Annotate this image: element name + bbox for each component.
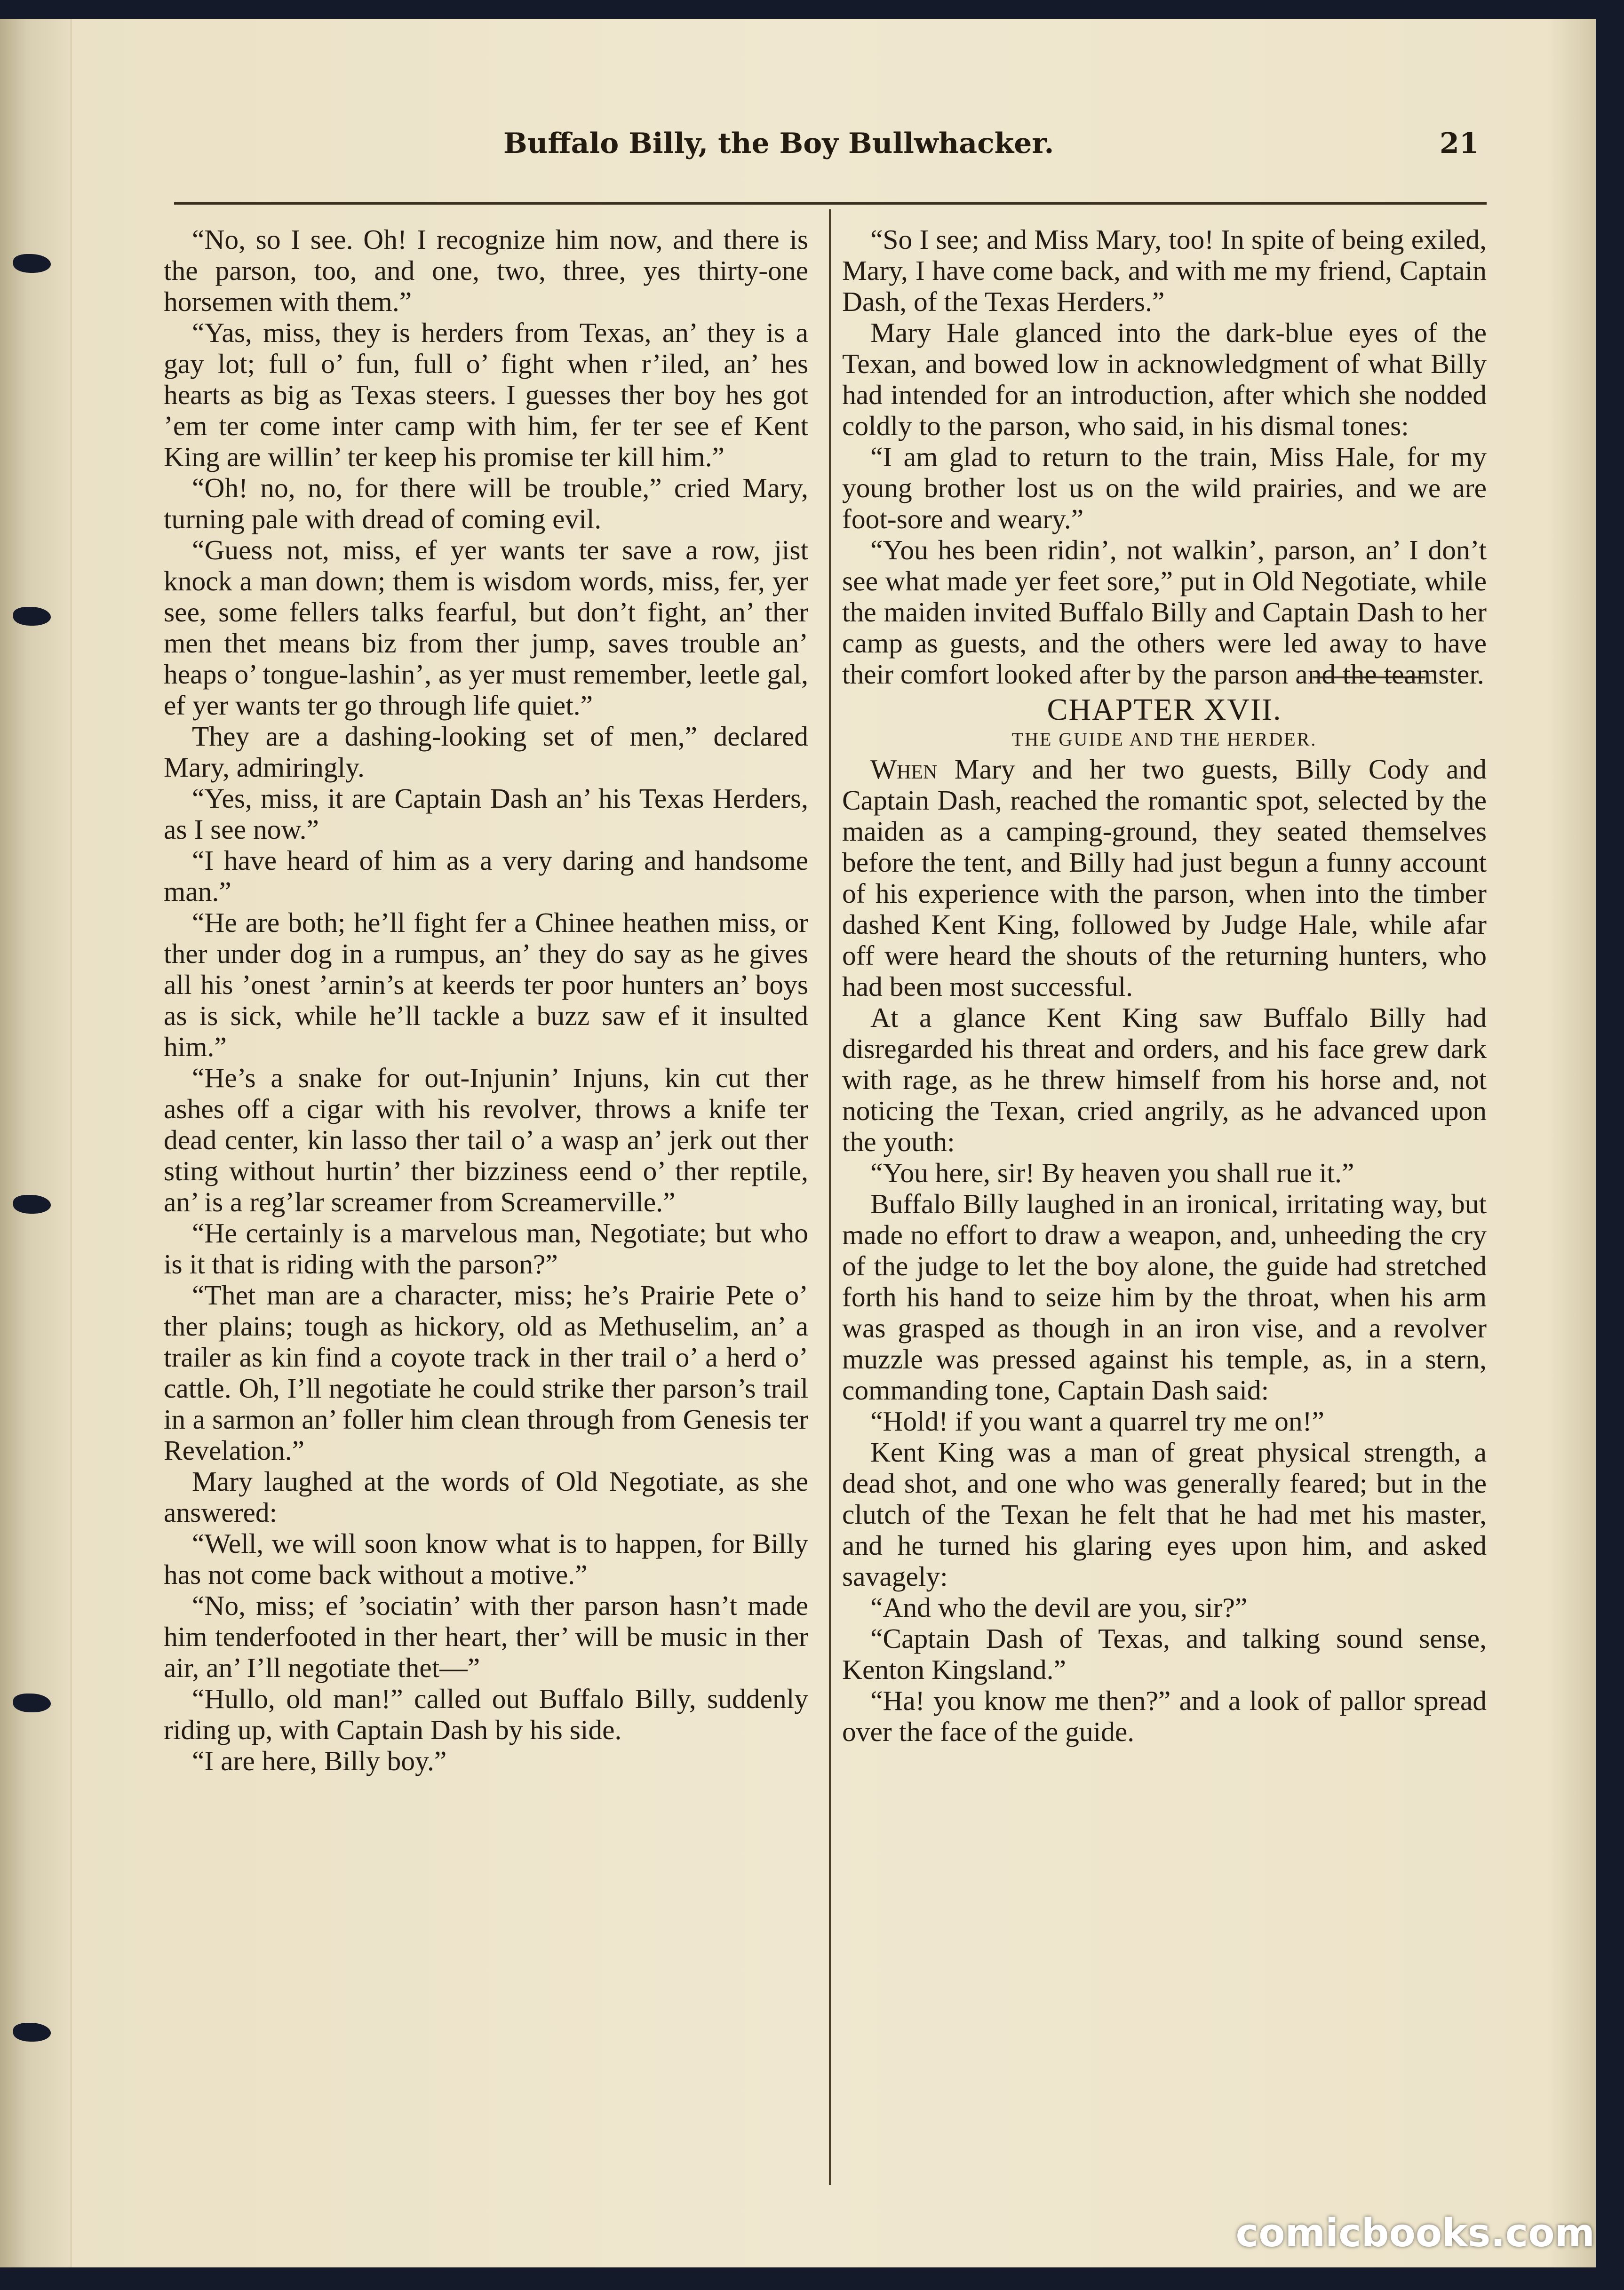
binding-hole (13, 2023, 51, 2042)
header-rule (174, 202, 1487, 205)
paragraph: “Ha! you know me then?” and a look of pallor spread over the face of the guide. (842, 1685, 1487, 1747)
paragraph: “I am glad to return to the train, Miss Hale, for my young brother lost us on the wild prairies, and we are foot-sore and weary.” (842, 441, 1487, 534)
paragraph: “So I see; and Miss Mary, too! In spite of being exiled, Mary, I have come back, and with me my friend, Captain Dash, of the Texas Herders.” (842, 224, 1487, 317)
paragraph: “He are both; he’ll fight fer a Chinee heathen miss, or ther under dog in a rumpus, an’ they do say as he gives all his ’onest ’arnin’s at keerds ter poor hunters an’ boys as is sick, while he’ll tackle a buzz saw ef it insulted him.” (164, 907, 808, 1062)
paragraph: “He certainly is a marvelous man, Negotiate; but who is it that is riding with the parson?” (164, 1217, 808, 1280)
paragraph: “Well, we will soon know what is to happen, for Billy has not come back without a motive.” (164, 1528, 808, 1590)
paragraph: “Hullo, old man!” called out Buffalo Billy, suddenly riding up, with Captain Dash by his side. (164, 1683, 808, 1745)
chapter-heading: CHAPTER XVII. (1047, 692, 1282, 727)
paragraph: “Yas, miss, they is herders from Texas, an’ they is a gay lot; full o’ fun, full o’ fight when r’iled, an’ hes hearts as big as Texas steers. I guesses ther boy hes got ’em ter come inter camp with him, fer ter see ef Kent King are willin’ ter keep his promise ter kill him.” (164, 317, 808, 472)
binding-hole (13, 1195, 51, 1214)
binding-gutter (0, 19, 72, 2267)
paragraph: At a glance Kent King saw Buffalo Billy had disregarded his threat and orders, and his face grew dark with rage, as he threw himself from his horse and, not noticing the Texan, cried angrily, as he advanced upon the youth: (842, 1002, 1487, 1157)
paragraph: “And who the devil are you, sir?” (870, 1592, 1248, 1623)
paragraph: Buffalo Billy laughed in an ironical, irritating way, but made no effort to draw a weapon, and, unheeding the cry of the judge to let the boy alone, the guide had stretched forth his hand to seize him by the throat, when his arm was grasped as though in an iron vise, and a revolver muzzle was pressed against his temple, as, in a stern, commanding tone, Captain Dash said: (842, 1188, 1487, 1406)
paragraph: They are a dashing-looking set of men,” declared Mary, admiringly. (164, 721, 808, 783)
paragraph: Mary Hale glanced into the dark-blue eyes of the Texan, and bowed low in acknowledgment of what Billy had intended for an introduction, after which she nodded coldly to the parson, who said, in his dismal tones: (842, 317, 1487, 441)
running-head-title: Buffalo Billy, the Boy Bullwhacker. (503, 127, 1054, 160)
paragraph: “No, so I see. Oh! I recognize him now, and there is the parson, too, and one, two, three, yes thirty-one horsemen with them.” (164, 224, 808, 317)
right-column (842, 224, 1487, 1747)
paragraph: Mary laughed at the words of Old Negotiate, as she answered: (164, 1466, 808, 1528)
book-page (0, 19, 1596, 2267)
site-watermark: comicbooks.com (1235, 2211, 1595, 2256)
lead-word: When (870, 754, 938, 785)
paragraph: “Oh! no, no, for there will be trouble,” cried Mary, turning pale with dread of coming evil. (164, 472, 808, 534)
chapter-subheading: THE GUIDE AND THE HERDER. (1011, 729, 1317, 750)
binding-hole (13, 254, 51, 273)
paragraph: “Thet man are a character, miss; he’s Prairie Pete o’ ther plains; tough as hickory, old as Methuselim, an’ a trailer as kin find a coyote track in ther trail o’ a herd o’ cattle. Oh, I’ll negotiate he could strike ther parson’s trail in a sarmon an’ foller him clean through from Genesis ter Revelation.” (164, 1280, 808, 1466)
paragraph: “He’s a snake for out-Injunin’ Injuns, kin cut ther ashes off a cigar with his revolver, throws a knife ter dead center, kin lasso ther tail o’ a wasp an’ jerk out ther sting without hurtin’ ther bizziness eend o’ ther reptile, an’ is a reg’lar screamer from Screamerville.” (164, 1062, 808, 1217)
paragraph: “You hes been ridin’, not walkin’, parson, an’ I don’t see what made yer feet sore,” put in Old Negotiate, while the maiden invited Buffalo Billy and Captain Dash to her camp as guests, and the others were led away to have their comfort looked after by the parson and the teamster. (842, 534, 1487, 690)
paragraph: “You here, sir! By heaven you shall rue it.” (870, 1157, 1354, 1188)
left-column (164, 224, 808, 1776)
binding-hole (13, 1694, 51, 1712)
binding-hole (13, 607, 51, 626)
paragraph: “I have heard of him as a very daring and handsome man.” (164, 845, 808, 907)
paragraph: “I are here, Billy boy.” (192, 1745, 447, 1776)
chapter-opening-paragraph (842, 754, 1487, 1002)
paragraph: “Guess not, miss, ef yer wants ter save a row, jist knock a man down; them is wisdom words, miss, fer, yer see, some fellers talks fearful, but don’t fight, an’ ther men thet means biz from ther jump, saves trouble an’ heaps o’ tongue-lashin’, as yer must remember, leetle gal, ef yer wants ter go through life quiet.” (164, 534, 808, 721)
paragraph: “Hold! if you want a quarrel try me on!” (870, 1406, 1324, 1437)
column-divider (829, 209, 831, 2185)
page-number: 21 (1440, 127, 1479, 160)
lead-text: Mary and her two guests, Billy Cody and Captain Dash, reached the romantic spot, selected by the maiden as a camping-ground, they seated themselves before the tent, and Billy had just begun a funny account of his experience with the parson, when into the timber dashed Kent King, followed by Judge Hale, while afar off were heard the shouts of the returning hunters, who had been most successful. (842, 754, 1487, 1002)
paragraph: “Captain Dash of Texas, and talking sound sense, Kenton Kingsland.” (842, 1623, 1487, 1685)
paragraph: “Yes, miss, it are Captain Dash an’ his Texas Herders, as I see now.” (164, 783, 808, 845)
paragraph: Kent King was a man of great physical strength, a dead shot, and one who was generally feared; but in the clutch of the Texan he felt that he had met his master, and he turned his glaring eyes upon him, and asked savagely: (842, 1437, 1487, 1592)
paragraph: “No, miss; ef ’sociatin’ with ther parson hasn’t made him tenderfooted in ther heart, ther’ will be music in ther air, an’ I’ll negotiate thet—” (164, 1590, 808, 1683)
